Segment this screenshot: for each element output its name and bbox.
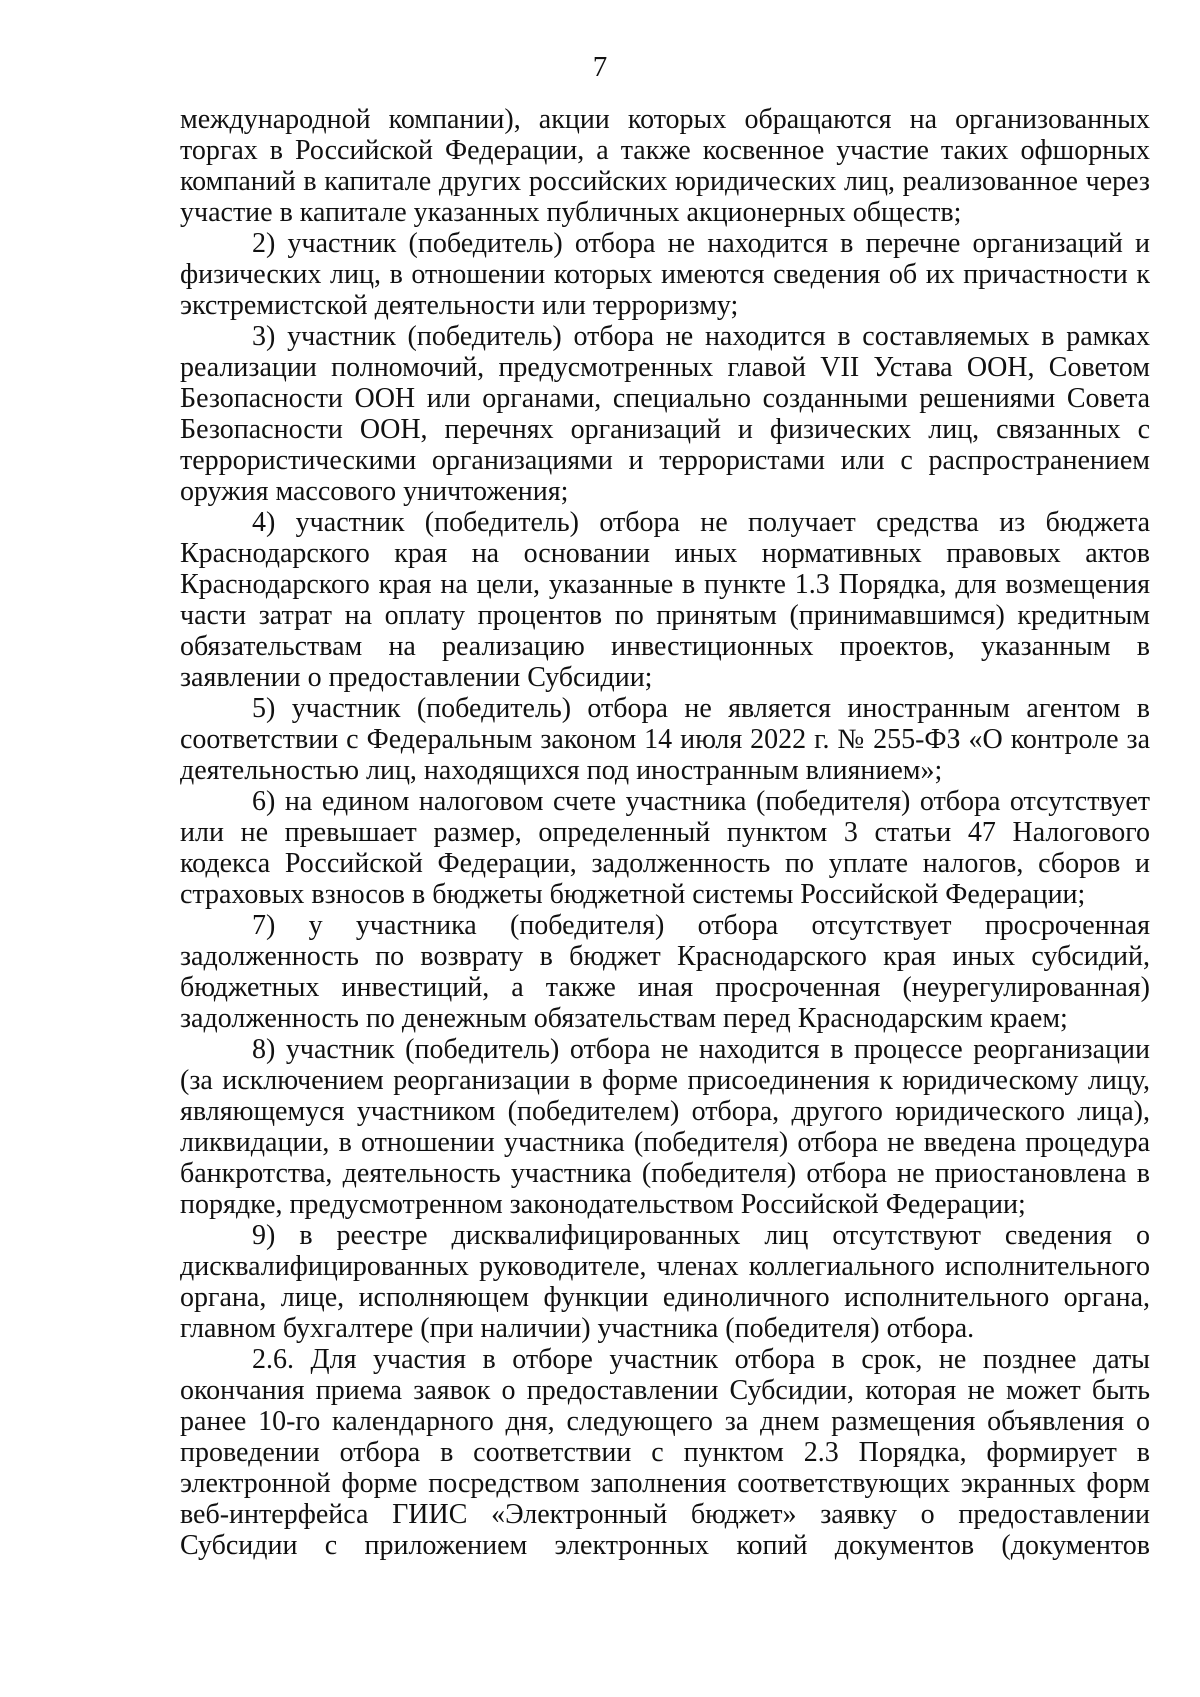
paragraph-item-4: 4) участник (победитель) отбора не получает средства из бюджета Краснодарского края на основании иных нормативных правовых актов Краснодарского края на цели, указанные в пункте 1.3 Порядка, для возмещения части затрат на оплату процентов по принятым (принимавшимся) кредитным обязательствам на реализацию инвестиционных проектов, указанным в заявлении о предоставлении Субсидии;	[180, 507, 1150, 693]
paragraph-item-2: 2) участник (победитель) отбора не находится в перечне организаций и физических лиц, в отношении которых имеются сведения об их причастности к экстремистской деятельности или терроризму;	[180, 228, 1150, 321]
paragraph-item-7: 7) у участника (победителя) отбора отсутствует просроченная задолженность по возврату в бюджет Краснодарского края иных субсидий, бюджетных инвестиций, а также иная просроченная (неурегулированная) задолженность по денежным обязательствам перед Краснодарским краем;	[180, 910, 1150, 1034]
paragraph-section-2-6: 2.6. Для участия в отборе участник отбора в срок, не позднее даты окончания приема заявок о предоставлении Субсидии, которая не может быть ранее 10-го календарного дня, следующего за днем размещения объявления о проведении отбора в соответствии с пунктом 2.3 Порядка, формирует в электронной форме посредством заполнения соответствующих экранных форм веб-интерфейса ГИИС «Электронный бюджет» заявку о предоставлении Субсидии с приложением электронных копий документов (документов	[180, 1344, 1150, 1561]
paragraph-item-6: 6) на едином налоговом счете участника (победителя) отбора отсутствует или не превышает размер, определенный пунктом 3 статьи 47 Налогового кодекса Российской Федерации, задолженность по уплате налогов, сборов и страховых взносов в бюджеты бюджетной системы Российской Федерации;	[180, 786, 1150, 910]
paragraph-item-8: 8) участник (победитель) отбора не находится в процессе реорганизации (за исключением реорганизации в форме присоединения к юридическому лицу, являющемуся участником (победителем) отбора, другого юридического лица), ликвидации, в отношении участника (победителя) отбора не введена процедура банкротства, деятельность участника (победителя) отбора не приостановлена в порядке, предусмотренном законодательством Российской Федерации;	[180, 1034, 1150, 1220]
paragraph-continuation: международной компании), акции которых обращаются на организованных торгах в Российской Федерации, а также косвенное участие таких офшорных компаний в капитале других российских юридических лиц, реализованное через участие в капитале указанных публичных акционерных обществ;	[180, 104, 1150, 228]
page-number: 7	[592, 51, 608, 83]
document-body	[180, 104, 1150, 1561]
paragraph-item-9: 9) в реестре дисквалифицированных лиц отсутствуют сведения о дисквалифицированных руководителе, членах коллегиального исполнительного органа, лице, исполняющем функции единоличного исполнительного органа, главном бухгалтере (при наличии) участника (победителя) отбора.	[180, 1220, 1150, 1344]
paragraph-item-5: 5) участник (победитель) отбора не является иностранным агентом в соответствии с Федеральным законом 14 июля 2022 г. № 255-ФЗ «О контроле за деятельностью лиц, находящихся под иностранным влиянием»;	[180, 693, 1150, 786]
paragraph-item-3: 3) участник (победитель) отбора не находится в составляемых в рамках реализации полномочий, предусмотренных главой VII Устава ООН, Советом Безопасности ООН или органами, специально созданными решениями Совета Безопасности ООН, перечнях организаций и физических лиц, связанных с террористическими организациями и террористами или с распространением оружия массового уничтожения;	[180, 321, 1150, 507]
